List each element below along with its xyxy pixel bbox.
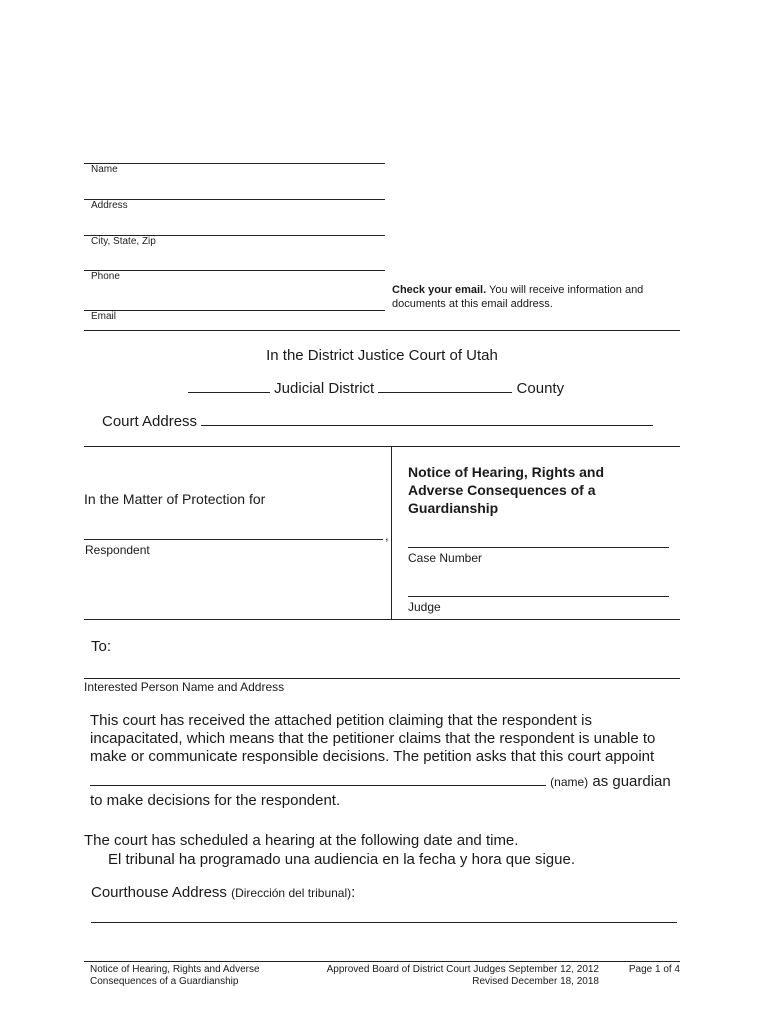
guardian-line	[90, 773, 671, 790]
courthouse-address-heading	[91, 884, 355, 901]
court-title: In the District Justice Court of Utah	[266, 347, 498, 364]
to-label: To:	[91, 638, 112, 655]
petition-paragraph: This court has received the attached petition claiming that the respondent is incapacitated, which means that the petitioner claims that the respondent is unable to make or communicate responsible decisions. The petition asks that this court appoint	[90, 712, 656, 765]
matter-label: In the Matter of Protection for	[84, 491, 266, 507]
caption-top-divider	[84, 446, 680, 447]
name-line[interactable]	[84, 163, 385, 164]
phone-line[interactable]	[84, 270, 385, 271]
case-number-line[interactable]	[408, 547, 669, 548]
court-address-label: Court Address	[102, 413, 198, 430]
judicial-district-label: Judicial District	[274, 380, 375, 397]
courthouse-address-line[interactable]	[91, 922, 677, 923]
footer-divider	[84, 961, 680, 962]
petition-paragraph-end: to make decisions for the respondent.	[90, 792, 341, 809]
document-title: Notice of Hearing, Rights and Adverse Consequences of a Guardianship	[408, 464, 605, 516]
respondent-line[interactable]	[84, 539, 383, 540]
guardian-name-hint: (name)	[550, 775, 589, 789]
name-label: Name	[91, 164, 118, 175]
court-address-blank[interactable]	[201, 425, 653, 426]
case-number-label: Case Number	[408, 551, 483, 565]
county-blank[interactable]	[378, 392, 512, 393]
footer-revised: Revised December 18, 2018	[472, 976, 599, 987]
courthouse-address-spanish: (Dirección del tribunal)	[231, 886, 352, 900]
judge-label: Judge	[408, 600, 441, 614]
email-notice	[392, 283, 672, 311]
hearing-spanish: El tribunal ha programado una audiencia en la fecha y hora que sigue.	[108, 851, 575, 868]
footer-title-line2: Consequences of a Guardianship	[90, 976, 239, 987]
as-guardian-text: as guardian	[588, 773, 671, 790]
footer-title	[90, 964, 260, 988]
judge-line[interactable]	[408, 596, 669, 597]
guardian-name-blank[interactable]	[90, 785, 546, 786]
footer-approval	[300, 964, 599, 988]
interested-person-label: Interested Person Name and Address	[84, 680, 285, 694]
header-divider	[84, 330, 680, 331]
email-notice-text: You will receive information and documents at this email address.	[392, 284, 644, 310]
caption-bottom-divider	[84, 619, 680, 620]
footer-approved: Approved Board of District Court Judges September 12, 2012	[326, 964, 599, 975]
courthouse-colon: :	[351, 884, 356, 901]
footer-page-number: Page 1 of 4	[628, 964, 680, 975]
address-label: Address	[91, 200, 128, 211]
footer-title-line1: Notice of Hearing, Rights and Adverse	[90, 964, 260, 975]
city-label: City, State, Zip	[91, 236, 156, 247]
interested-person-line[interactable]	[84, 678, 680, 679]
caption-vertical-divider	[391, 447, 392, 619]
district-county-line	[188, 380, 564, 397]
email-line[interactable]	[84, 310, 385, 311]
courthouse-address-label: Courthouse Address	[91, 884, 227, 901]
respondent-label: Respondent	[85, 543, 150, 557]
respondent-comma: ,	[385, 528, 389, 543]
email-notice-bold: Check your email.	[392, 284, 487, 296]
county-label: County	[516, 380, 565, 397]
phone-label: Phone	[91, 271, 120, 282]
hearing-english: The court has scheduled a hearing at the following date and time.	[84, 832, 519, 849]
email-label: Email	[91, 311, 117, 322]
court-address-line	[102, 413, 653, 430]
address-line[interactable]	[84, 199, 385, 200]
judicial-district-blank[interactable]	[188, 392, 270, 393]
